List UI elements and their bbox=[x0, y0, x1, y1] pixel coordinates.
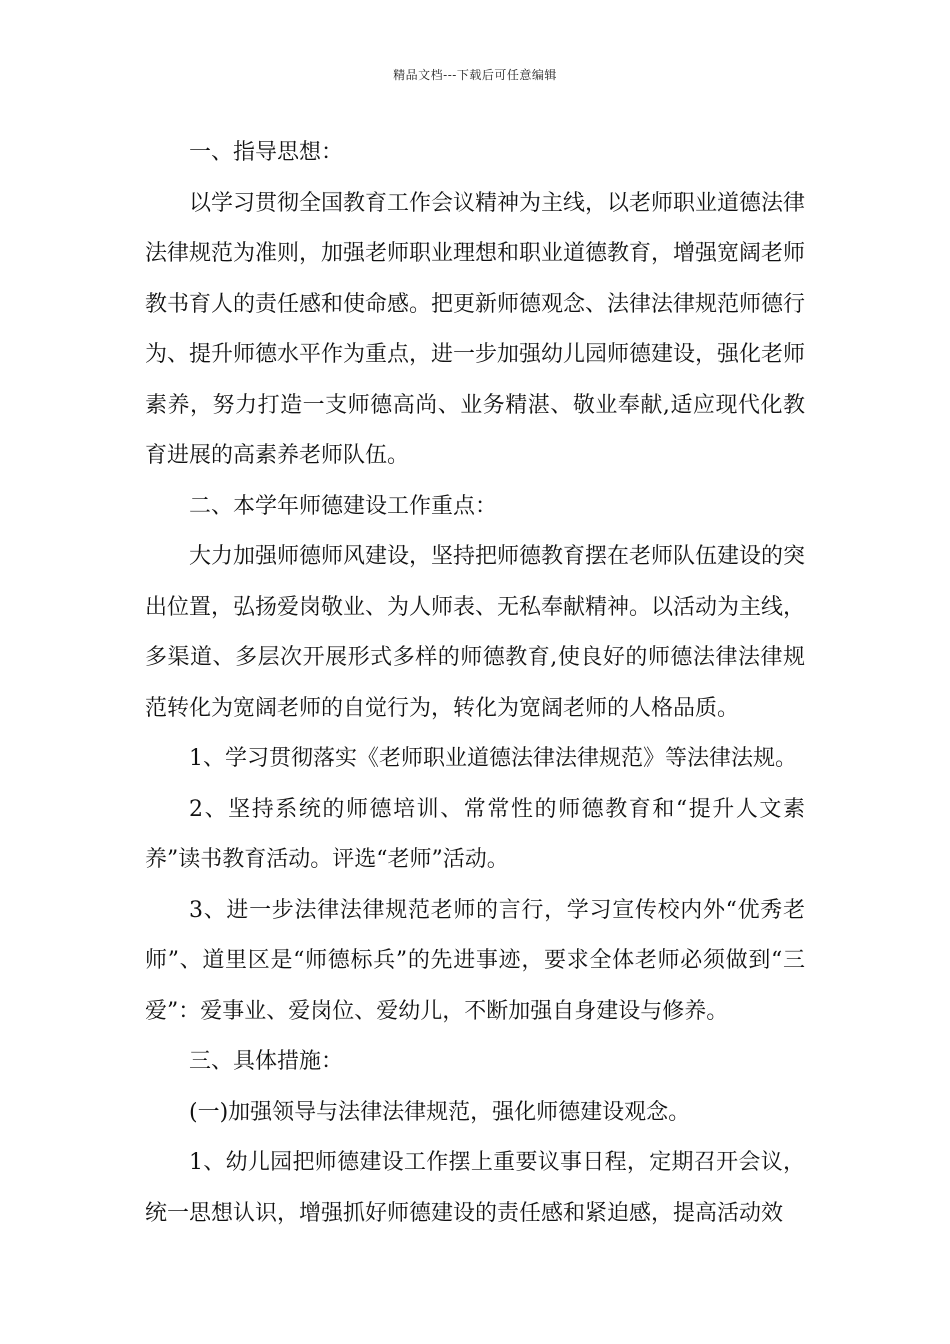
document-body bbox=[145, 128, 805, 1239]
list-item-2: 2、坚持系统的师德培训、常常性的师德教育和“提升人文素养”读书教育活动。评选“老师”活动。 bbox=[145, 796, 805, 872]
section-heading-key-points: 二、本学年师德建设工作重点： bbox=[189, 493, 498, 519]
page-header: 精品文档---下载后可任意编辑 bbox=[393, 68, 557, 82]
paragraph-key-points: 大力加强师德师风建设，坚持把师德教育摆在老师队伍建设的突出位置，弘扬爱岗敬业、为人师表、无私奉献精神。以活动为主线，多渠道、多层次开展形式多样的师德教育,使良好的师德法律法律规范转化为宽阔老师的自觉行为，转化为宽阔老师的人格品质。 bbox=[145, 544, 806, 721]
list-item-1: 1、学习贯彻落实《老师职业道德法律法律规范》等法律法规。 bbox=[189, 746, 797, 771]
paragraph-guiding-thought: 以学习贯彻全国教育工作会议精神为主线，以老师职业道德法律法律规范为准则，加强老师职业理想和职业道德教育，增强宽阔老师教书育人的责任感和使命感。把更新师德观念、法律法律规范师德行为、提升师德水平作为重点，进一步加强幼儿园师德建设，强化老师素养，努力打造一支师德高尚、业务精湛、敬业奉献,适应现代化教育进展的高素养老师队伍。 bbox=[145, 190, 806, 468]
subsection-heading-leadership: (一)加强领导与法律法律规范，强化师德建设观念。 bbox=[189, 1099, 691, 1125]
section-heading-measures: 三、具体措施： bbox=[189, 1049, 344, 1074]
section-heading-guiding-thought: 一、指导思想： bbox=[189, 140, 344, 165]
list-item-3: 3、进一步法律法律规范老师的言行，学习宣传校内外“优秀老师”、道里区是“师德标兵”的先进事迹，要求全体老师必须做到“三爱”：爱事业、爱岗位、爱幼儿，不断加强自身建设与修养。 bbox=[145, 897, 805, 1024]
paragraph-measure-1: 1、幼儿园把师德建设工作摆上重要议事日程，定期召开会议，统一思想认识，增强抓好师德建设的责任感和紧迫感，提高活动效 bbox=[145, 1150, 805, 1226]
